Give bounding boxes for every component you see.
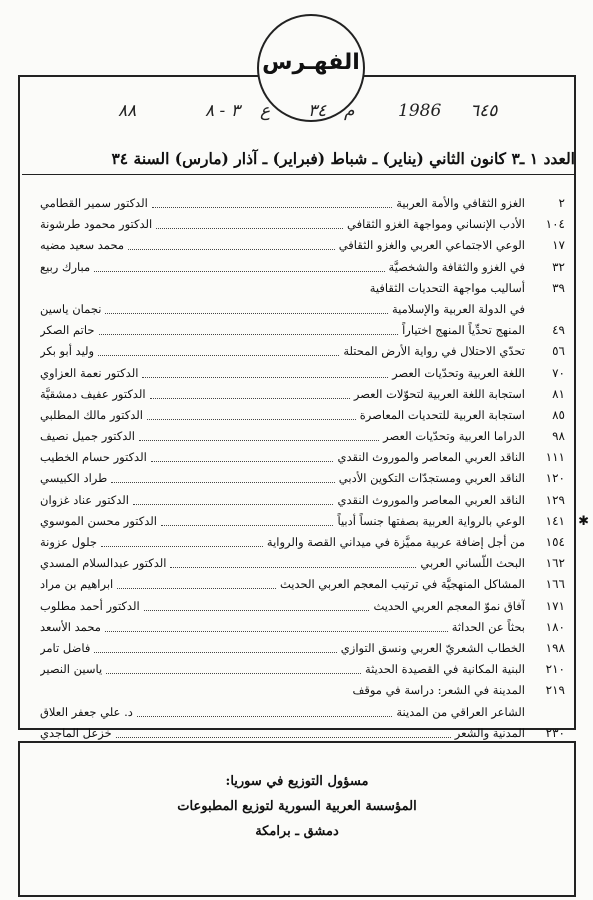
toc-article-title: المنهج تحدِّياً المنهج اختياراً (402, 323, 525, 338)
toc-article-title: استجابة اللغة العربية لتحوّلات العصر (353, 386, 525, 401)
toc-page-number: ٥٦ (552, 344, 565, 359)
handwritten-note-2: ٣ - ٨ (205, 101, 240, 121)
handwritten-note-3: ع (260, 101, 271, 121)
dot-leader (94, 638, 336, 653)
dot-leader (150, 384, 350, 399)
toc-author: الدكتور عبدالسلام المسدي (40, 556, 167, 571)
toc-row (40, 257, 565, 278)
toc-author: الدكتور نعمة العزاوي (40, 365, 139, 380)
dot-leader (105, 617, 448, 632)
toc-row (40, 384, 565, 405)
toc-author: الدكتور محمود طرشونة (40, 217, 153, 232)
toc-page-number: ٢٣٠ (545, 725, 565, 740)
toc-row (40, 702, 565, 723)
toc-page-number: ٩٨ (552, 429, 565, 444)
toc-row (40, 553, 565, 574)
toc-article-title: في الدولة العربية والإسلامية (391, 301, 525, 316)
toc-article-title: البحث اللّساني العربي (420, 556, 525, 571)
toc-page-number: ٢ (558, 196, 565, 210)
toc-page-number: ١٧ (552, 238, 565, 253)
toc-author: الدكتور محسن الموسوي (40, 513, 157, 528)
toc-page-number: ٢١٩ (545, 683, 565, 698)
dot-leader (111, 468, 334, 483)
dot-leader (128, 235, 335, 250)
toc-article-title: الناقد العربي المعاصر والموروث النقدي (337, 492, 525, 507)
toc-article-title: الأدب الإنساني ومواجهة الغزو الثقافي (347, 217, 525, 232)
footer-frame (18, 741, 576, 897)
toc-row (40, 617, 565, 638)
toc-row (40, 490, 565, 511)
toc-row (40, 574, 565, 595)
dot-leader (144, 596, 370, 611)
toc-row (40, 596, 565, 617)
toc-row (40, 214, 565, 235)
toc-row (40, 659, 565, 680)
toc-article-title: الناقد العربي ومستجدّات التكوين الأدبي (338, 471, 525, 486)
dot-leader (106, 659, 361, 674)
toc-article-title: الوعي بالرواية العربية بصفتها جنساً أدبياً (337, 513, 525, 528)
toc-page-number: ٣٢ (552, 259, 565, 274)
toc-row (40, 363, 565, 384)
toc-row (40, 426, 565, 447)
handwritten-note-1: ٨٨ (118, 101, 137, 121)
dot-leader (161, 511, 333, 526)
dot-leader (98, 341, 339, 356)
toc-author: الدكتور جميل نصيف (40, 429, 135, 444)
toc-row (40, 278, 565, 299)
toc-article-title: بحثاً عن الحداثة (451, 619, 525, 634)
dot-leader (147, 405, 356, 420)
toc-page-number: ٧٠ (552, 365, 565, 380)
dot-leader (142, 363, 388, 378)
toc-page-number: ١١١ (545, 450, 565, 465)
toc-author: خزعل الماجدي (40, 725, 112, 740)
dot-leader (156, 214, 343, 229)
toc-author: محمد سعيد مضيه (40, 238, 125, 253)
toc-article-title: المدينة في الشعر: دراسة في موقف (352, 683, 525, 698)
toc-page-number: ١٥٤ (545, 535, 565, 549)
toc-article-title: البنية المكانية في القصيدة الحديثة (364, 662, 525, 677)
page-title: الفهـرس (262, 50, 360, 75)
handwritten-note-7: ٦٤٥ (470, 101, 498, 121)
toc-author: الدكتور مالك المطلبي (40, 407, 143, 422)
toc-row (40, 341, 565, 362)
toc-article-title: آفاق نموّ المعجم العربي الحديث (373, 598, 525, 613)
toc-author: طراد الكبيسي (40, 471, 108, 486)
toc-page-number: ١٤١ (545, 513, 565, 528)
toc-page-number: ٤٩ (552, 323, 565, 338)
toc-article-title: من أجل إضافة عربية مميَّزة في ميداني القصة والرواية (266, 535, 525, 549)
toc-author: حاتم الصكر (40, 323, 95, 338)
toc-author: فاضل تامر (40, 640, 91, 655)
toc-row (40, 638, 565, 659)
toc-author: الدكتور سمير القطامي (40, 196, 148, 210)
dot-leader (170, 553, 416, 568)
toc-row (40, 193, 565, 214)
toc-row (40, 320, 565, 341)
toc-article-title: اللغة العربية وتحدّيات العصر (392, 365, 525, 380)
dot-leader (133, 490, 333, 505)
dot-leader (139, 426, 379, 441)
toc-author: ابراهيم بن مراد (40, 577, 114, 592)
toc-page-number: ١٦٢ (545, 556, 565, 571)
toc-article-title: الغزو الثقافي والأمة العربية (396, 196, 525, 210)
toc-page-number: ٨١ (552, 386, 565, 401)
toc-row (40, 235, 565, 256)
distribution-line-2: المؤسسة العربية السورية لتوزيع المطبوعات (177, 799, 417, 814)
dot-leader (105, 299, 388, 314)
table-of-contents (40, 193, 589, 744)
toc-article-title: الوعي الاجتماعي العربي والغزو الثقافي (338, 238, 525, 253)
toc-author: الدكتور عناد غزوان (40, 492, 129, 507)
dot-leader (151, 447, 334, 462)
toc-row (40, 680, 565, 701)
dot-leader (137, 702, 393, 717)
toc-author: نجمان ياسين (40, 301, 102, 316)
toc-row (40, 299, 565, 320)
toc-author: وليد أبو بكر (40, 344, 95, 359)
dot-leader (99, 320, 399, 335)
toc-article-title: الناقد العربي المعاصر والموروث النقدي (337, 450, 525, 465)
distribution-line-3: دمشق ـ برامكة (255, 824, 339, 839)
toc-page-number: ٨٥ (552, 407, 565, 422)
toc-article-title: المدنية والشعر (454, 725, 525, 740)
toc-page-number: ١٨٠ (545, 619, 565, 634)
issue-line: العدد ١ ـ٣ كانون الثاني (يناير) ـ شباط (فبراير) ـ آذار (مارس) السنة ٣٤ (22, 149, 575, 175)
dot-leader (101, 532, 263, 547)
toc-article-title: أساليب مواجهة التحديات الثقافية (369, 280, 525, 295)
toc-row (40, 447, 565, 468)
toc-article-title: تحدّي الاحتلال في رواية الأرض المحتلة (343, 344, 525, 359)
toc-author: مبارك ربيع (40, 259, 91, 274)
toc-page-number: ٢١٠ (545, 662, 565, 677)
toc-article-title: الخطاب الشعريّ العربي ونسق التوازي (340, 640, 525, 655)
toc-author: الدكتور حسام الخطيب (40, 450, 147, 465)
toc-article-title: في الغزو والثقافة والشخصيَّة (388, 259, 525, 274)
toc-page-number: ١٧١ (545, 598, 565, 613)
toc-row (40, 511, 589, 532)
toc-page-number: ١٦٦ (545, 577, 565, 592)
toc-article-title: المشاكل المنهجيَّة في ترتيب المعجم العربي الحديث (280, 577, 525, 592)
toc-article-title: استجابة العربية للتحديات المعاصرة (359, 407, 525, 422)
toc-page-number: ١٢٩ (545, 492, 565, 507)
toc-author: ياسين النصير (40, 662, 103, 677)
toc-row (40, 468, 565, 489)
toc-author: الدكتور أحمد مطلوب (40, 598, 140, 613)
distribution-line-1: مسؤول التوزيع في سوريا: (225, 774, 369, 789)
handwritten-mark-icon: ✱ (578, 513, 589, 529)
dot-leader (117, 574, 276, 589)
toc-page-number: ١٢٠ (545, 471, 565, 486)
toc-row (40, 405, 565, 426)
handwritten-note-6: 1986 (398, 101, 442, 121)
toc-page-number: ٣٩ (552, 280, 565, 295)
handwritten-note-5: م (344, 101, 355, 121)
toc-article-title: الدراما العربية وتحدّيات العصر (383, 429, 525, 444)
handwritten-note-4: ٣٤ (308, 101, 327, 121)
toc-author: د. علي جعفر العلاق (40, 704, 133, 719)
toc-author: محمد الأسعد (40, 619, 101, 634)
toc-author: الدكتور عفيف دمشقيَّة (40, 386, 146, 401)
toc-row (40, 532, 565, 553)
toc-page-number: ١٠٤ (545, 217, 565, 232)
toc-page-number: ١٩٨ (545, 640, 565, 655)
dot-leader (152, 193, 392, 208)
distribution-notice (20, 769, 574, 844)
toc-author: جلول عزونة (40, 535, 97, 549)
dot-leader (116, 723, 451, 738)
toc-article-title: الشاعر العراقي من المدينة (396, 704, 525, 719)
dot-leader (94, 257, 384, 272)
